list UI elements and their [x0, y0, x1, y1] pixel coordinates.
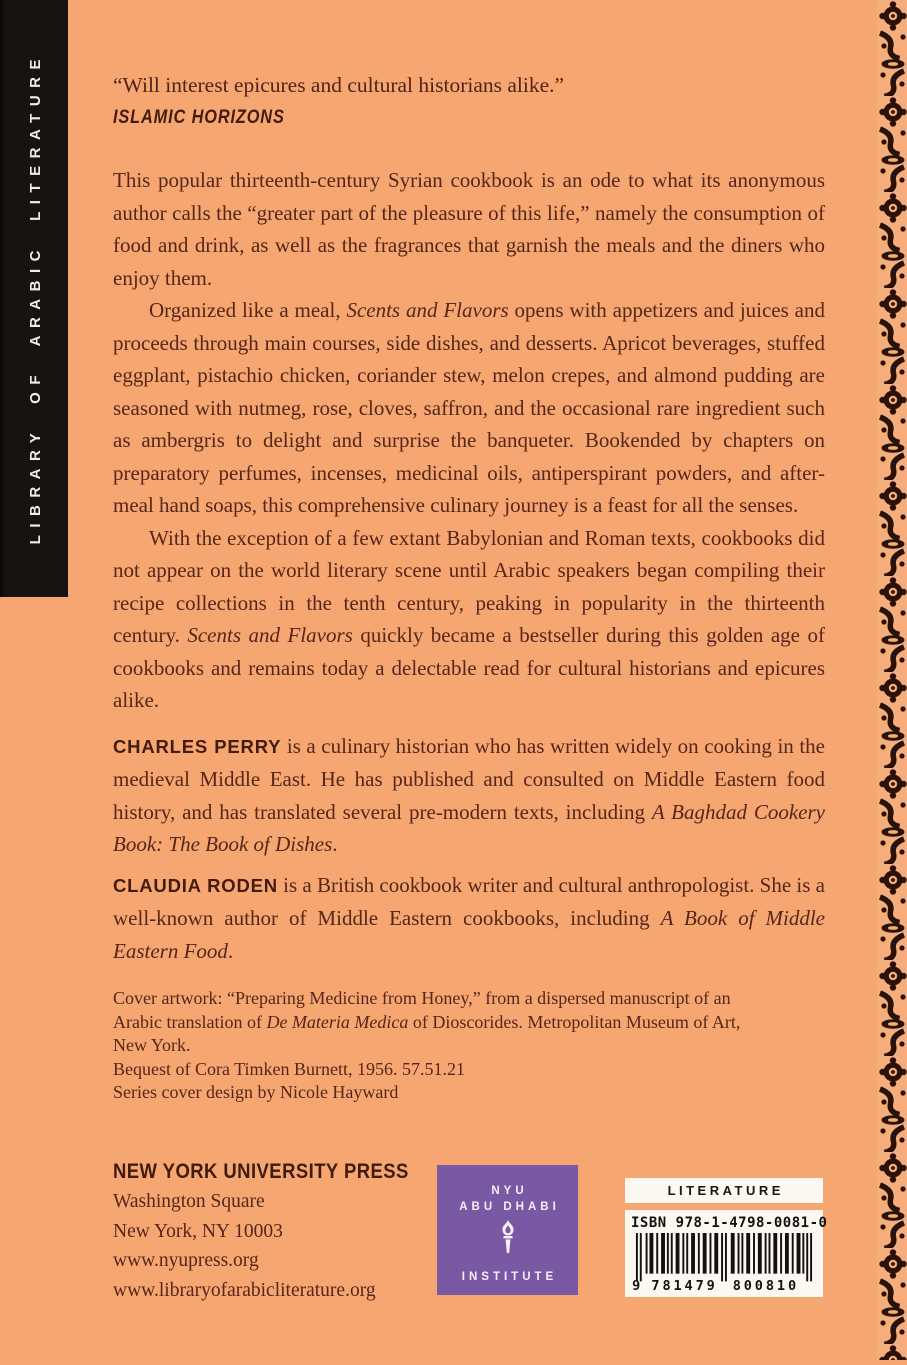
description-paragraph: With the exception of a few extant Babylonian and Roman texts, cookbooks did not appear on the world literary scene until Arabic speakers began compiling their recipe collections in the tenth century, peaking in popularity in the thirteenth century. Scents and Flavors quickly became a bestseller during this golden age of cookbooks and remains today a delectable read for cultural historians and epicures alike.: [113, 525, 825, 712]
review-source: ISLAMIC HORIZONS: [113, 107, 285, 128]
barcode-icon: [631, 1233, 817, 1293]
author-bio-text: is a British cookbook writer and cultural anthropologist. She is a well-known author of Middle Eastern cookbooks, including A Book of Middle Eastern Food.: [113, 872, 825, 963]
book-description: [113, 164, 825, 967]
review-quote: “Will interest epicures and cultural historians alike.”: [113, 73, 565, 97]
publisher-address-line: Washington Square: [113, 1191, 265, 1212]
description-paragraph: Organized like a meal, Scents and Flavors opens with appetizers and juices and proceeds through main courses, side dishes, and desserts. Apricot beverages, stuffed eggplant, pistachio chicken, coriander stew, melon crepes, and almond pudding are seasoned with nutmeg, rose, cloves, saffron, and the occasional rare ingredient such as ambergris to delight and surprise the banqueter. Bookended by chapters on preparatory perfumes, incenses, medicinal oils, antiperspirant powders, and after-meal hand soaps, this comprehensive culinary journey is a feast for all the senses.: [113, 298, 825, 517]
cover-credits: [113, 987, 749, 1105]
series-spine-strip: [0, 0, 68, 597]
torch-icon: [495, 1219, 521, 1255]
isbn-box: [625, 1210, 828, 1297]
back-cover-copy: [113, 70, 825, 1105]
publisher-address-line: New York, NY 10003: [113, 1220, 283, 1242]
publisher-name: NEW YORK UNIVERSITY PRESS: [113, 1160, 409, 1183]
author-name: CLAUDIA RODEN: [113, 874, 278, 896]
publisher-row: [0, 1156, 907, 1336]
institute-name-line: NYU: [491, 1185, 528, 1197]
series-title-vertical: LIBRARY OF ARABIC LITERATURE: [27, 52, 44, 545]
author-bio-charles-perry: [113, 730, 825, 861]
barcode-block: [625, 1178, 828, 1297]
publisher-url: www.nyupress.org: [113, 1250, 259, 1271]
isbn-number: ISBN 978-1-4798-0081-0: [631, 1215, 828, 1231]
barcode-digit-group2: 800810: [732, 1278, 800, 1293]
credit-line: Cover artwork: “Preparing Medicine from Honey,” from a dispersed manuscript of an Arabic translation of De Materia Medica of Dioscorides. Metropolitan Museum of Art, New York.: [113, 988, 741, 1055]
institute-name-line: INSTITUTE: [461, 1271, 558, 1283]
review-blurb: [113, 70, 825, 129]
publisher-block: [113, 1160, 449, 1305]
author-bio-claudia-roden: [113, 869, 825, 968]
author-name: CHARLES PERRY: [113, 735, 282, 757]
credit-line: Bequest of Cora Timken Burnett, 1956. 57.51.21: [113, 1058, 465, 1079]
institute-name-line: ABU DHABI: [459, 1201, 560, 1213]
category-label-box: [625, 1178, 823, 1203]
nyu-abu-dhabi-institute-logo: [437, 1165, 578, 1295]
barcode-digit-group1: 781479: [651, 1278, 718, 1293]
author-bio-text: is a culinary historian who has written widely on cooking in the medieval Middle East. He has published and consulted on Middle Eastern food history, and has translated several pre-modern texts, including A Baghdad Cookery Book: The Book of Dishes.: [113, 733, 825, 856]
barcode-digit-left: 9: [632, 1278, 641, 1293]
description-paragraph: This popular thirteenth-century Syrian cookbook is an ode to what its anonymous author calls the “greater part of the pleasure of this life,” namely the consumption of food and drink, as well as the fragrances that garnish the meals and the diners who enjoy them.: [113, 168, 825, 290]
publisher-url: www.libraryofarabicliterature.org: [113, 1279, 376, 1301]
category-label: LITERATURE: [667, 1183, 784, 1198]
credit-line: Series cover design by Nicole Hayward: [113, 1082, 399, 1102]
